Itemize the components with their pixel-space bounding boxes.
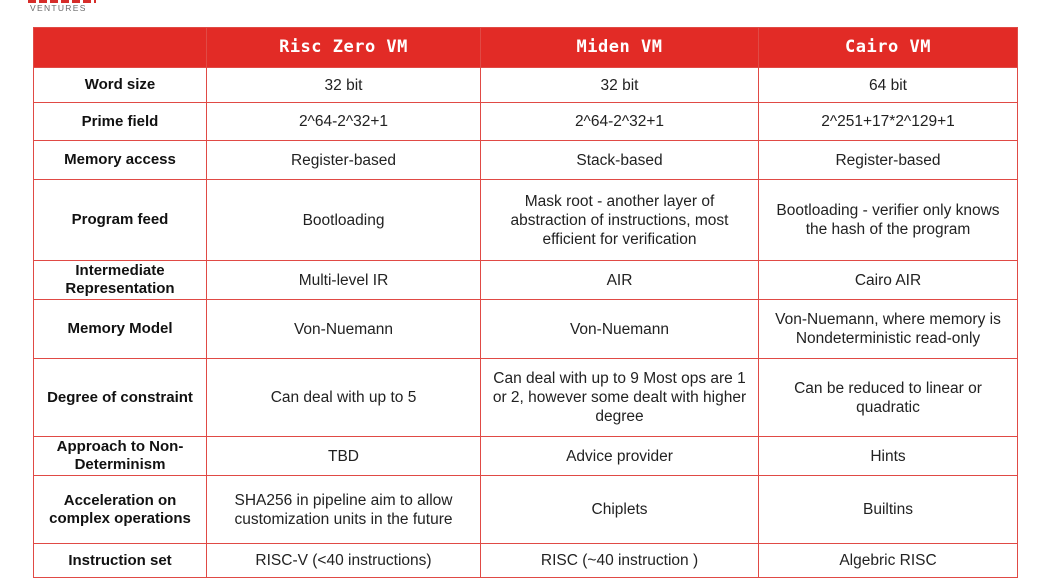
table-cell: Can deal with up to 9 Most ops are 1 or 2, however some dealt with higher degree <box>481 359 759 437</box>
column-header-miden: Miden VM <box>481 28 759 68</box>
brand-logo <box>28 0 108 18</box>
row-label: Memory access <box>34 141 207 180</box>
table-cell: 64 bit <box>759 68 1018 103</box>
row-label: Prime field <box>34 103 207 141</box>
table-row <box>34 103 1018 141</box>
table-cell: AIR <box>481 261 759 300</box>
table-row <box>34 180 1018 261</box>
table-cell: Advice provider <box>481 437 759 476</box>
table-row <box>34 261 1018 300</box>
table-cell: Chiplets <box>481 476 759 544</box>
table-cell: 2^251+17*2^129+1 <box>759 103 1018 141</box>
table-row <box>34 359 1018 437</box>
logo-text: VENTURES <box>30 3 87 13</box>
table-cell: 2^64-2^32+1 <box>207 103 481 141</box>
table-cell: Von-Nuemann <box>207 300 481 359</box>
vm-comparison-table <box>33 27 1018 578</box>
table-cell: Can deal with up to 5 <box>207 359 481 437</box>
row-label: Degree of constraint <box>34 359 207 437</box>
table-cell: Hints <box>759 437 1018 476</box>
table-row <box>34 300 1018 359</box>
row-label: Intermediate Representation <box>34 261 207 300</box>
table-row <box>34 141 1018 180</box>
table-cell: Mask root - another layer of abstraction of instructions, most efficient for verification <box>481 180 759 261</box>
table-row <box>34 437 1018 476</box>
row-label: Acceleration on complex operations <box>34 476 207 544</box>
table-cell: Builtins <box>759 476 1018 544</box>
row-label: Approach to Non-Determinism <box>34 437 207 476</box>
column-header-cairo: Cairo VM <box>759 28 1018 68</box>
table-cell: Bootloading <box>207 180 481 261</box>
row-label: Memory Model <box>34 300 207 359</box>
table-cell: 32 bit <box>207 68 481 103</box>
table-cell: TBD <box>207 437 481 476</box>
table-row <box>34 544 1018 578</box>
table-cell: 32 bit <box>481 68 759 103</box>
table-cell: Register-based <box>759 141 1018 180</box>
table-cell: RISC (~40 instruction ) <box>481 544 759 578</box>
table-cell: Multi-level IR <box>207 261 481 300</box>
header-corner <box>34 28 207 68</box>
table-cell: Von-Nuemann <box>481 300 759 359</box>
table-row <box>34 68 1018 103</box>
table-cell: SHA256 in pipeline aim to allow customization units in the future <box>207 476 481 544</box>
table-cell: Algebric RISC <box>759 544 1018 578</box>
table-cell: 2^64-2^32+1 <box>481 103 759 141</box>
row-label: Instruction set <box>34 544 207 578</box>
table-header-row <box>34 28 1018 68</box>
row-label: Program feed <box>34 180 207 261</box>
table-cell: Stack-based <box>481 141 759 180</box>
table-cell: Register-based <box>207 141 481 180</box>
table-cell: Von-Nuemann, where memory is Nondeterministic read-only <box>759 300 1018 359</box>
table-cell: Cairo AIR <box>759 261 1018 300</box>
row-label: Word size <box>34 68 207 103</box>
table-row <box>34 476 1018 544</box>
table-cell: RISC-V (<40 instructions) <box>207 544 481 578</box>
table-cell: Can be reduced to linear or quadratic <box>759 359 1018 437</box>
table-cell: Bootloading - verifier only knows the hash of the program <box>759 180 1018 261</box>
column-header-risc-zero: Risc Zero VM <box>207 28 481 68</box>
